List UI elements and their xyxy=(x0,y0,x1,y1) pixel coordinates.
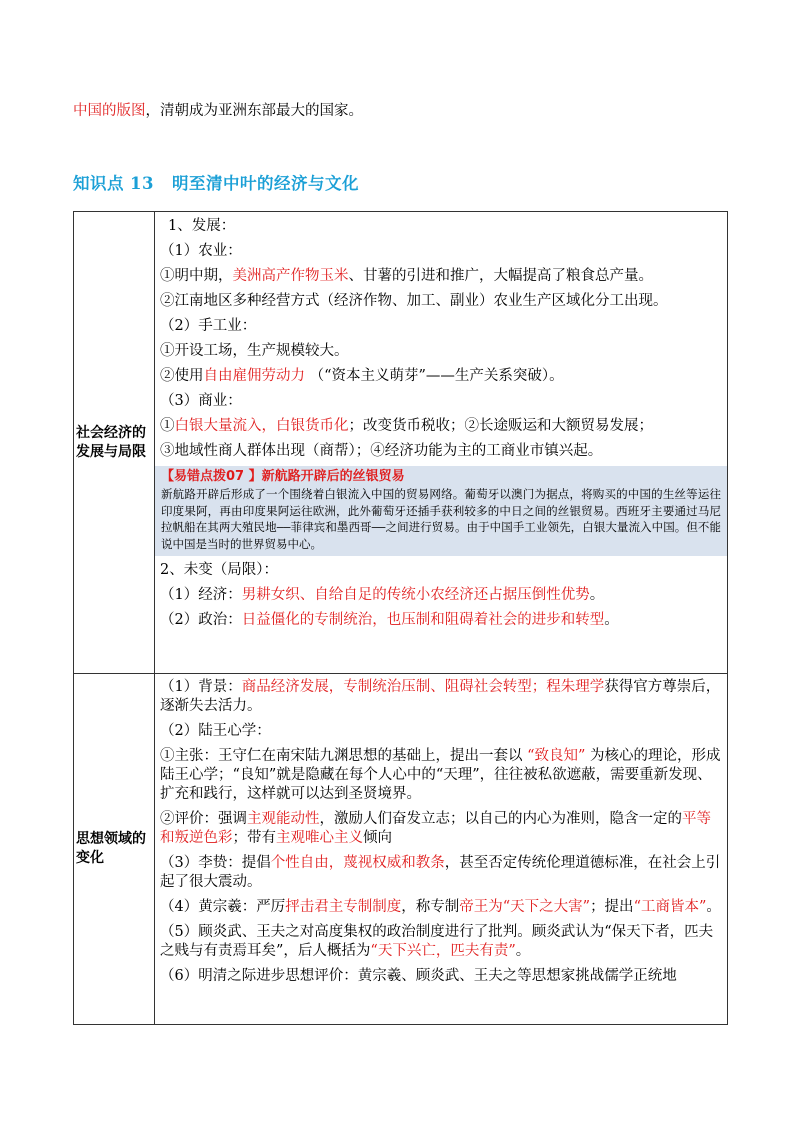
highlight-span: “工商皆本” xyxy=(633,899,707,915)
text-span: 获得官方尊崇后，逐渐失去活力。 xyxy=(160,679,721,714)
highlight-span: 男耕女织、自给自足的传统小农经济还占据压倒性优势 xyxy=(241,587,590,603)
row-content-thought xyxy=(155,674,728,1025)
limit-point-1 xyxy=(160,585,723,606)
economy-heading-2: 2、未变（局限）： xyxy=(160,562,278,578)
section-number: 13 xyxy=(130,174,154,193)
text-span: ；提出 xyxy=(590,899,634,915)
tip-title: 【易错点拨07 】新航路开辟后的丝银贸易 xyxy=(161,469,405,484)
text-span: （4）黄宗羲：严厉 xyxy=(160,899,286,915)
row-label-thought: 思想领域的变化 xyxy=(74,674,155,1025)
text-span: ①明中期， xyxy=(160,268,233,284)
highlight-span: 日益僵化的专制统治，也压制和阻碍着社会的进步和转型 xyxy=(241,612,605,628)
text-span: ，甚至否定传统伦理道德标准，在社会上引起了很大震动。 xyxy=(160,855,721,890)
text-span: 。 xyxy=(604,612,619,628)
text-span: ，称专制 xyxy=(401,899,460,915)
text-span: （“资本主义萌芽”——生产关系突破）。 xyxy=(305,368,564,384)
commerce-heading: （3）商业： xyxy=(160,393,242,409)
error-tip-box xyxy=(155,466,727,556)
highlight-span: “致良知” xyxy=(527,748,586,764)
highlight-span: 主观能动性 xyxy=(247,811,320,827)
text-span: （1）经济： xyxy=(160,587,242,603)
text-span: 、甘薯的引进和推广，大幅提高了粮食总产量。 xyxy=(348,268,653,284)
table-row-thought xyxy=(74,674,728,1025)
text-span: 。 xyxy=(515,943,531,959)
highlight-span: 帝王为“天下之大害” xyxy=(459,899,591,915)
luwang-heading: （2）陆王心学： xyxy=(160,723,271,739)
luwang-point-2 xyxy=(160,810,723,848)
text-span: （1）背景： xyxy=(160,679,242,695)
intro-red: 中国的版图 xyxy=(73,103,146,119)
limit-point-2 xyxy=(160,610,723,631)
highlight-span: 平等和叛逆色彩 xyxy=(160,811,711,846)
text-span: ① xyxy=(160,418,175,434)
highlight-span: 主观唯心主义 xyxy=(276,830,363,846)
economy-heading-1: 1、发展： xyxy=(168,218,236,234)
text-span: ，激励人们奋发立志；以自己的内心为准则，隐含一定的 xyxy=(319,811,682,827)
row-content-economy xyxy=(155,212,728,674)
text-span: ②评价：强调 xyxy=(160,811,247,827)
highlight-span: 美洲高产作物玉米 xyxy=(232,268,349,284)
row-label-economy: 社会经济的发展与局限 xyxy=(74,212,155,674)
handicraft-heading: （2）手工业： xyxy=(160,318,257,334)
commerce-point-2: ③地域性商人群体出现（商帮）；④经济功能为主的工商业市镇兴起。 xyxy=(160,443,603,459)
intro-rest: ，清朝成为亚洲东部最大的国家。 xyxy=(145,103,363,119)
text-span: ②使用 xyxy=(160,368,204,384)
section-prefix: 知识点 xyxy=(73,174,124,193)
agri-point-1 xyxy=(160,266,723,287)
text-span: ①主张：王守仁在南宋陆九渊思想的基础上，提出一套以 xyxy=(160,748,528,764)
knowledge-table xyxy=(73,211,728,1025)
agri-heading: （1）农业： xyxy=(160,243,242,259)
handicraft-point-1: ①开设工场，生产规模较大。 xyxy=(160,343,349,359)
text-span: （2）政治： xyxy=(160,612,242,628)
handicraft-point-2 xyxy=(160,366,723,387)
text-span: （5）顾炎武、王夫之对高度集权的政治制度进行了批判。顾炎武认为“保天下者，匹夫之贱与有责焉耳矣”，后人概括为 xyxy=(160,924,714,959)
guyanwu-point xyxy=(160,923,723,961)
highlight-span: 自由雇佣劳动力 xyxy=(203,368,305,384)
luwang-point-1 xyxy=(160,747,723,804)
highlight-span: 商品经济发展，专制统治压制、阻碍社会转型；程朱理学 xyxy=(241,679,605,695)
section-title xyxy=(73,170,359,194)
intro-text xyxy=(73,99,363,120)
evaluation-point: （6）明清之际进步思想评价：黄宗羲、顾炎武、王夫之等思想家挑战儒学正统地 xyxy=(160,968,677,984)
highlight-span: 抨击君主专制制度 xyxy=(285,899,402,915)
commerce-point-1 xyxy=(160,416,723,437)
text-span: 倾向 xyxy=(363,830,392,846)
text-span: 。 xyxy=(589,587,605,603)
agri-point-2: ②江南地区多种经营方式（经济作物、加工、副业）农业生产区域化分工出现。 xyxy=(160,293,668,309)
text-span: 为核心的理论，形成陆王心学；“良知”就是隐藏在每个人心中的“天理”，往往被私欲遮蔽，需要重新发现、扩充和践行，这样就可以达到圣贤境界。 xyxy=(160,748,721,802)
highlight-span: 白银大量流入，白银货币化 xyxy=(174,418,349,434)
highlight-span: 个性自由，蔑视权威和教条 xyxy=(270,855,445,871)
text-span: （3）李贽：提倡 xyxy=(160,855,271,871)
section-heading: 明至清中叶的经济与文化 xyxy=(171,174,359,193)
text-span: ；带有 xyxy=(232,830,276,846)
huangzongxi-point xyxy=(160,898,723,917)
thought-background xyxy=(160,678,723,716)
highlight-span: “天下兴亡，匹夫有责” xyxy=(370,943,516,959)
lizhi-point xyxy=(160,854,723,892)
table-row-economy xyxy=(74,212,728,674)
text-span: ；改变货币税收；②长途贩运和大额贸易发展； xyxy=(348,418,653,434)
text-span: 。 xyxy=(706,899,721,915)
tip-body: 新航路开辟后形成了一个围绕着白银流入中国的贸易网络。葡萄牙以澳门为据点，将购买的中国的生丝等运往印度果阿，再由印度果阿运往欧洲，此外葡萄牙还插手获利较多的中日之间的丝银贸易。西班牙主要通过马尼拉帆船在其两大殖民地——菲律宾和墨西哥——之间进行贸易。由于中国手工业领先，白银大量流入中国。但不能说中国是当时的世界贸易中心。 xyxy=(161,487,721,551)
